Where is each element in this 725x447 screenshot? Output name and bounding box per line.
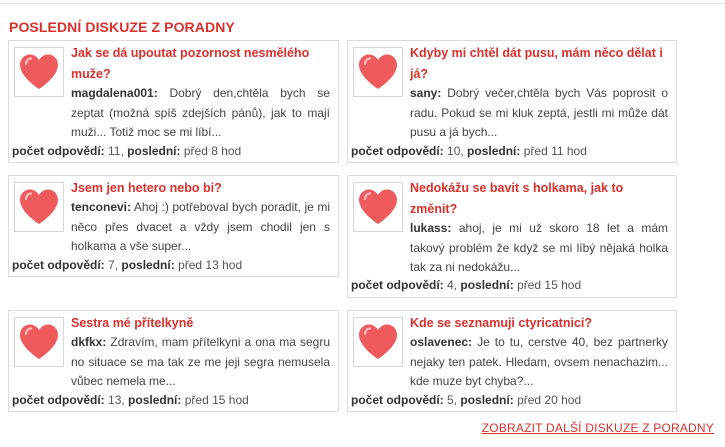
discussion-author: oslavenec: <box>410 335 473 349</box>
answers-count: 7, <box>108 258 119 272</box>
discussion-card[interactable] <box>347 310 677 412</box>
last-time: před 13 hod <box>178 258 243 272</box>
discussion-title-link[interactable]: Jsem jen hetero nebo bi? <box>71 181 222 195</box>
discussion-meta <box>351 393 581 407</box>
heart-icon <box>14 47 64 97</box>
discussion-meta <box>12 144 241 158</box>
discussion-meta <box>12 258 242 272</box>
last-time: před 11 hod <box>523 144 587 158</box>
discussion-title-link[interactable]: Kdyby mi chtěl dát pusu, mám něco dělat i já? <box>410 46 663 81</box>
discussion-snippet <box>71 333 330 392</box>
answers-label: počet odpovědí: <box>351 144 444 158</box>
discussion-text: ahoj, je mi už skoro 18 let a mám takový problém že když se mi líbý nějaká holka tak za ni nedokážu... <box>410 221 669 274</box>
answers-count: 10, <box>447 144 464 158</box>
discussion-text: Je to tu, cerstve 40, bez partnerky nejaky ten patek. Hledam, ovsem nenachazim... kde muze byt chyba?... <box>410 335 668 388</box>
discussion-card[interactable] <box>8 40 339 163</box>
answers-count: 13, <box>108 393 125 407</box>
discussion-meta <box>12 393 249 407</box>
discussion-meta <box>351 144 587 158</box>
answers-label: počet odpovědí: <box>351 278 444 292</box>
last-time: před 20 hod <box>517 393 582 407</box>
heart-icon <box>14 182 64 232</box>
discussion-author: magdalena001: <box>71 86 158 100</box>
last-label: poslední: <box>460 278 514 292</box>
heart-icon <box>353 182 403 232</box>
last-label: poslední: <box>121 258 175 272</box>
discussion-snippet <box>71 198 330 257</box>
heart-icon <box>353 317 403 367</box>
section-title: POSLEDNÍ DISKUZE Z PORADNY <box>9 19 235 35</box>
discussion-card[interactable] <box>347 40 677 163</box>
discussion-card[interactable] <box>347 175 677 298</box>
discussion-title-link[interactable]: Kde se seznamuji ctyricatnici? <box>410 316 593 330</box>
discussion-text: Dobrý den,chtěla bych se zeptat (možná spíš zdejších pánů), jak to mají muži... Totiž moc se mi líbí... <box>71 86 330 139</box>
answers-count: 5, <box>447 393 458 407</box>
answers-label: počet odpovědí: <box>351 393 444 407</box>
discussion-author: dkfkx: <box>71 335 107 349</box>
last-label: poslední: <box>460 393 514 407</box>
answers-label: počet odpovědí: <box>12 144 105 158</box>
show-more-link[interactable]: ZOBRAZIT DALŠÍ DISKUZE Z PORADNY <box>481 421 714 435</box>
last-label: poslední: <box>467 144 521 158</box>
discussion-author: sany: <box>410 86 442 100</box>
discussion-text: Ahoj :) potřeboval bych poradit, je mi něco přes dvacet a vždy jsem chodil jen s holkama a vše super... <box>71 200 331 253</box>
last-label: poslední: <box>127 144 181 158</box>
discussion-text: Dobrý večer,chtěla bych Vás poprosit o radu. Pokud se mi kluk zeptá, jestli mi může dát pusu a já bych... <box>410 86 668 139</box>
top-divider <box>0 3 725 4</box>
last-time: před 8 hod <box>183 144 242 158</box>
answers-label: počet odpovědí: <box>12 258 105 272</box>
discussion-snippet <box>71 84 330 143</box>
discussion-title-link[interactable]: Jak se dá upoutat pozornost nesmělého muže? <box>71 46 310 81</box>
discussion-card[interactable] <box>8 310 339 412</box>
last-time: před 15 hod <box>517 278 582 292</box>
discussion-title-link[interactable]: Nedokážu se bavit s holkama, jak to změnit? <box>410 181 624 216</box>
discussion-card[interactable] <box>8 175 339 277</box>
last-time: před 15 hod <box>184 393 249 407</box>
discussion-snippet <box>410 84 668 143</box>
answers-count: 4, <box>447 278 458 292</box>
discussion-text: Zdravím, mam přítelkyni a ona ma segru no situace se ma tak ze me jeji segra nemusela vůbec nemela me... <box>71 335 330 388</box>
heart-icon <box>353 47 403 97</box>
discussion-author: lukass: <box>410 221 452 235</box>
heart-icon <box>14 317 64 367</box>
answers-label: počet odpovědí: <box>12 393 105 407</box>
discussion-snippet <box>410 219 668 278</box>
last-label: poslední: <box>128 393 182 407</box>
answers-count: 11, <box>108 144 124 158</box>
discussion-snippet <box>410 333 668 392</box>
discussion-title-link[interactable]: Sestra mé přítelkyně <box>71 316 194 330</box>
discussion-meta <box>351 278 581 292</box>
discussion-author: tenconevi: <box>71 200 132 214</box>
